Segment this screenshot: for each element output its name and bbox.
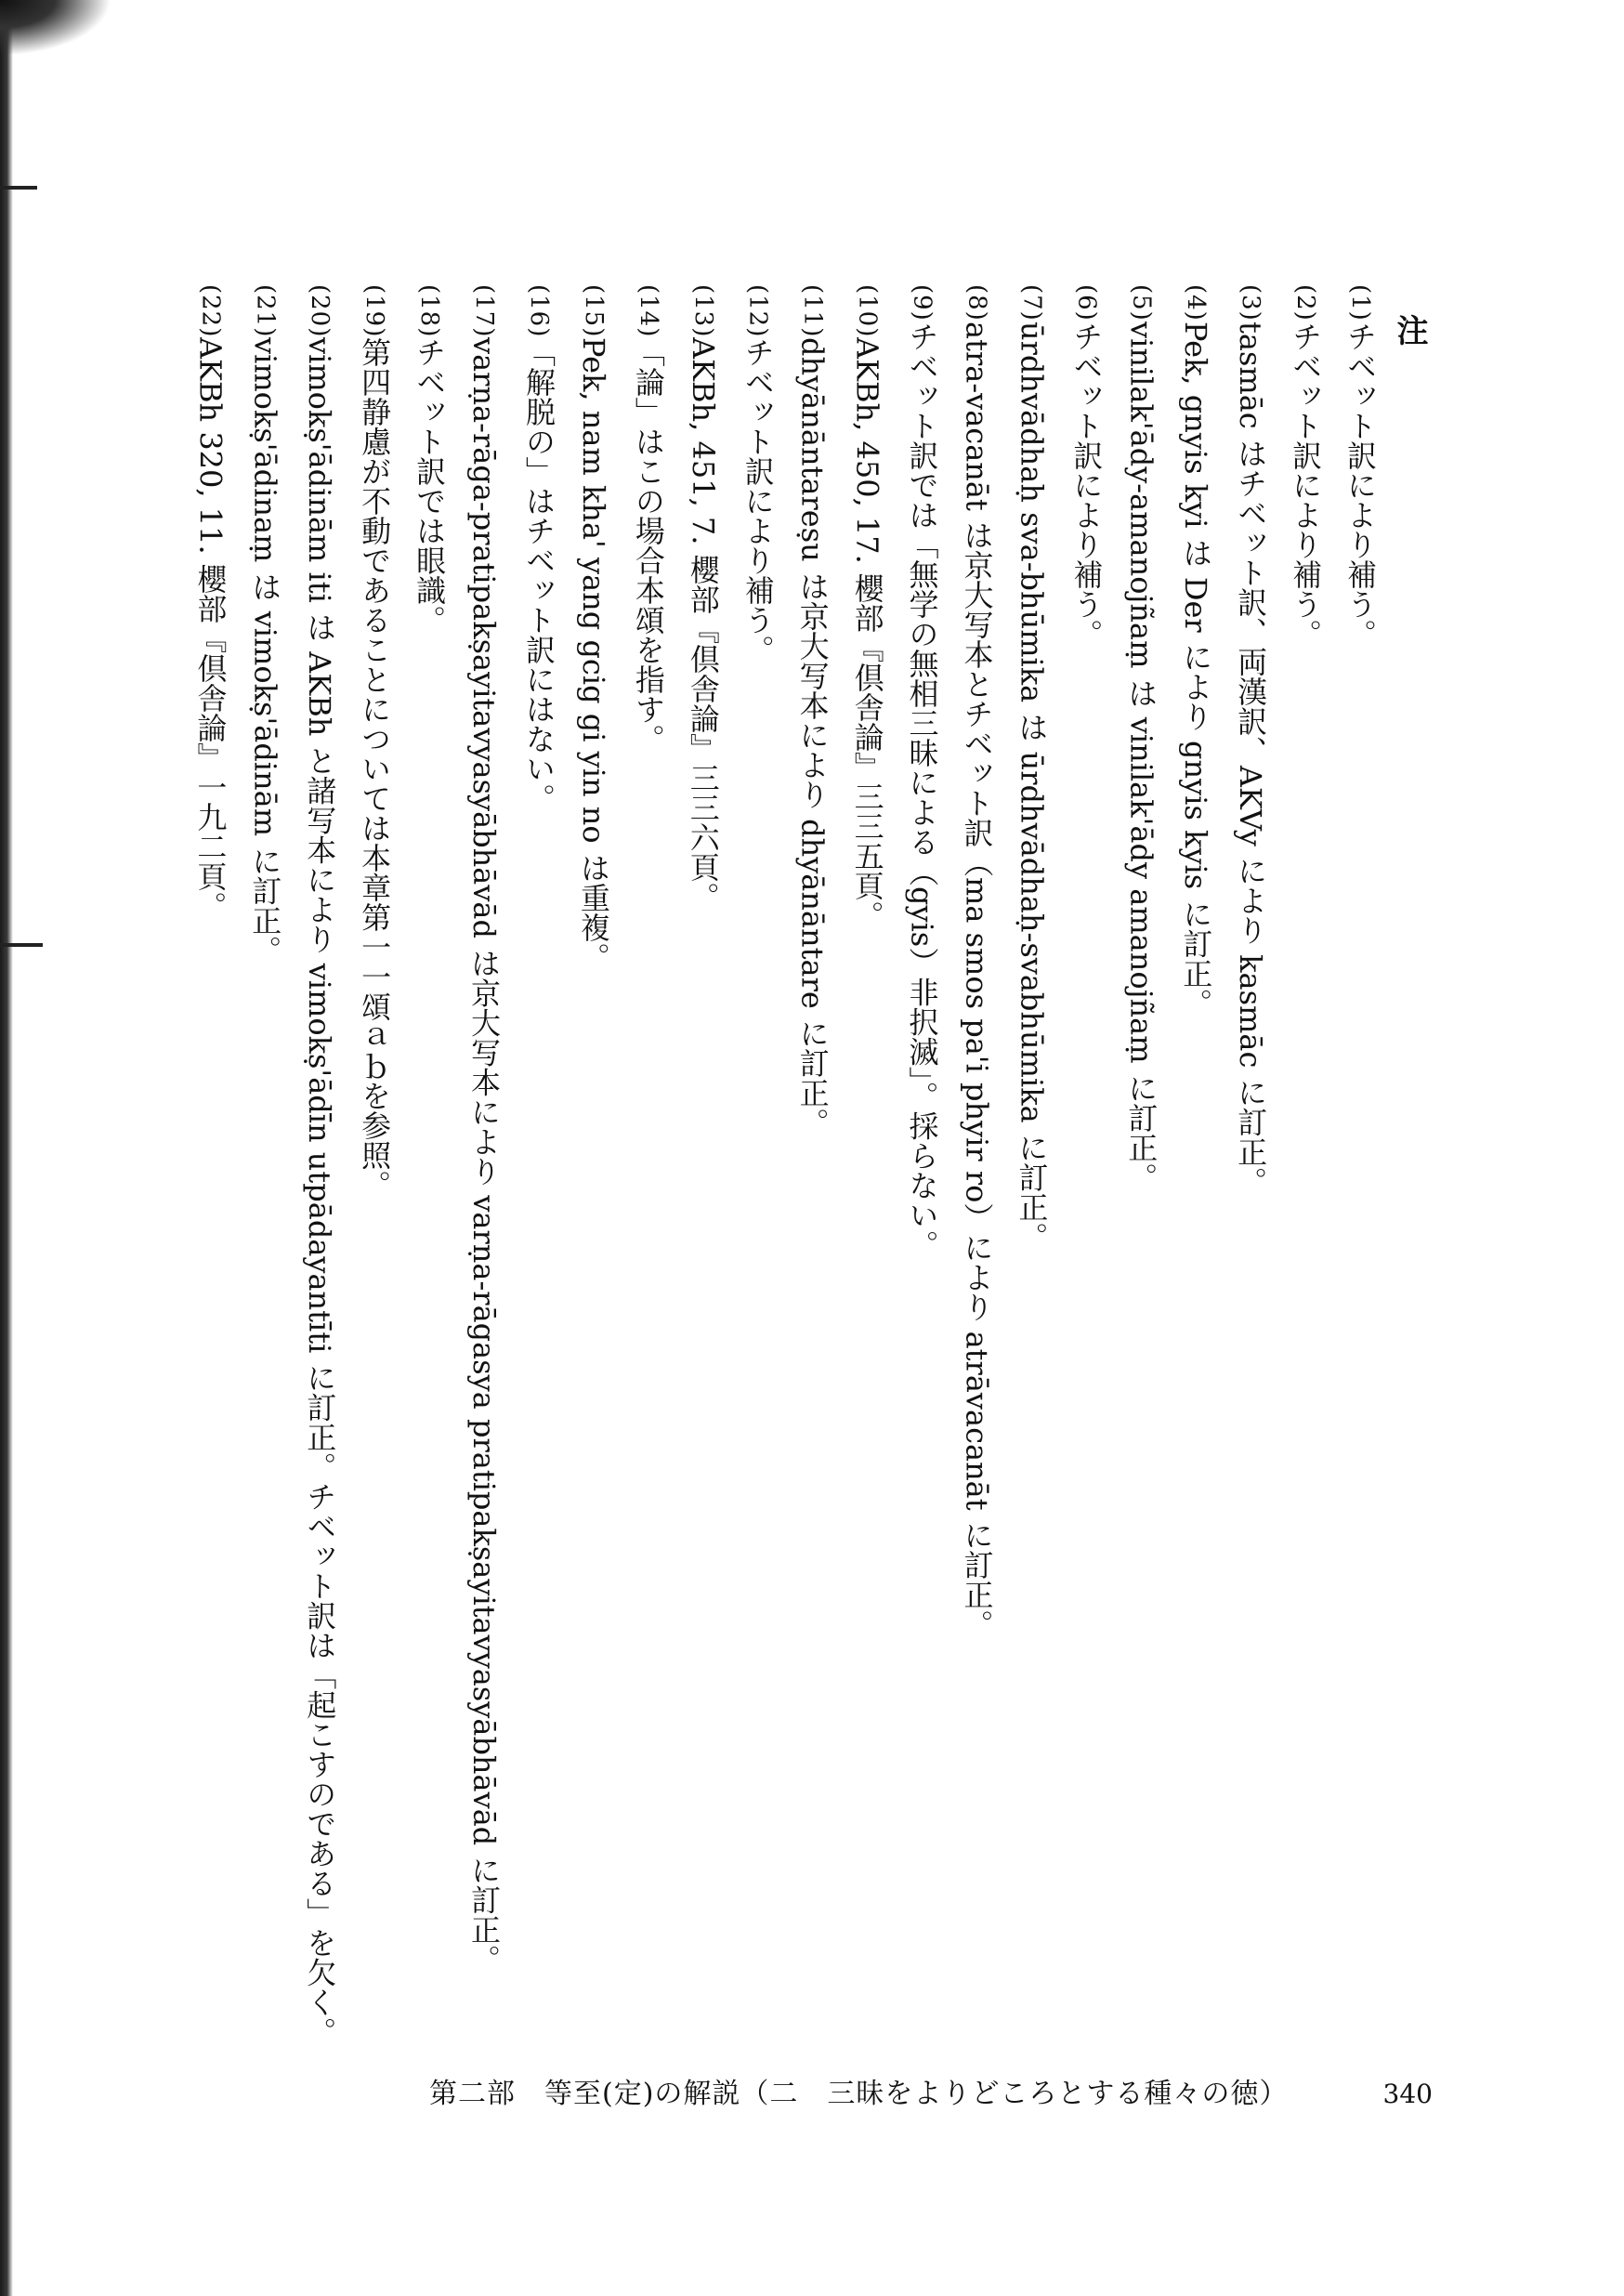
note-item: [1277, 284, 1326, 2022]
note-text: 第四静慮が不動であることについては本章第一一頌ａｂを参照。: [357, 337, 393, 1200]
note-text: チベット訳により補う。: [1288, 321, 1324, 649]
note-text: tasmāc はチベット訳、両漢訳、AKVy により kasmāc に訂正。: [1233, 321, 1269, 1197]
note-number: (19): [360, 284, 389, 338]
note-text: AKBh, 451, 7. 櫻部『倶舎論』三三六頁。: [685, 337, 721, 912]
running-footer: [429, 2070, 1433, 2111]
note-text: チベット訳により補う。: [1342, 321, 1378, 649]
notes-heading: 注: [1391, 314, 1428, 346]
note-number: (15): [579, 284, 608, 338]
note-number: (3): [1237, 284, 1265, 321]
note-item: [1058, 284, 1107, 2022]
note-item: [895, 284, 943, 2022]
note-number: (18): [415, 284, 444, 338]
page-number: 340: [1382, 2079, 1433, 2109]
note-item: [785, 284, 833, 2022]
note-text: Pek, gnyis kyi は Der により gnyis kyis に訂正。: [1178, 321, 1214, 1018]
note-item: [566, 284, 614, 2022]
note-number: (20): [306, 284, 334, 338]
note-item: [1332, 284, 1381, 2022]
scan-edge: [0, 0, 13, 2296]
note-text: ūrdhvādhaḥ sva-bhūmika は ūrdhvādhaḥ-svabhūmika に訂正。: [1014, 321, 1050, 1252]
note-text: チベット訳により補う。: [1068, 321, 1105, 649]
note-number: (22): [196, 284, 225, 338]
note-number: (11): [798, 284, 827, 338]
note-item: [237, 284, 285, 2022]
note-item: [182, 284, 230, 2022]
note-text: 「解脱の」はチベット訳にはない。: [520, 337, 557, 814]
note-text: vimokṣ'ādinaṃ は vimokṣ'ādinām に訂正。: [247, 337, 283, 965]
note-number: (7): [1017, 284, 1046, 321]
note-text: AKBh, 450, 17. 櫻部『倶舎論』三三五頁。: [849, 337, 885, 931]
note-number: (6): [1072, 284, 1101, 321]
note-item: [730, 284, 779, 2022]
scan-mark: [0, 186, 37, 190]
note-text: AKBh 320, 11. 櫻部『倶舎論』一九二頁。: [192, 337, 229, 922]
note-item: [1113, 284, 1161, 2022]
note-item: [401, 284, 450, 2022]
note-text: vimokṣ'ādinām iti は AKBh と諸写本により vimokṣ'ādīn utpādayantīti に訂正。チベット訳は「起こすのである」を欠く。: [302, 337, 338, 2047]
note-number: (1): [1346, 284, 1374, 321]
note-item: [1168, 284, 1216, 2022]
note-item: [1003, 284, 1052, 2022]
note-number: (12): [743, 284, 772, 338]
note-text: dhyānāntareṣu は京大写本により dhyānāntare に訂正。: [794, 337, 831, 1138]
note-number: (2): [1291, 284, 1320, 321]
note-text: Pek, nam kha' yang gcig gi yin no は重複。: [575, 337, 611, 973]
note-number: (17): [470, 284, 498, 338]
note-item: [1223, 284, 1271, 2022]
note-text: varṇa-rāga-pratipakṣayitavyasyābhāvād は京大写本により varṇa-rāgasya pratipakṣayitavyasyābhāvād に訂正。: [466, 337, 502, 1975]
notes-list: [182, 284, 1381, 2047]
note-number: (4): [1182, 284, 1211, 321]
note-item: [292, 284, 340, 2047]
note-item: [511, 284, 559, 2022]
note-text: vinilak'ādy-amanojñaṃ は vinilak'ādy amanojñaṃ に訂正。: [1123, 321, 1159, 1192]
note-item: [840, 284, 888, 2022]
note-text: atra-vacanāt は京大写本とチベット訳（ma smos pa'i phyir ro）により atrāvacanāt に訂正。: [959, 321, 995, 1639]
note-text: 「論」はこの場合本頌を指す。: [630, 337, 666, 754]
chapter-title: 第二部 等至(定)の解説（二 三昧をよりどころとする種々の徳）: [429, 2078, 1289, 2110]
note-item: [675, 284, 724, 2022]
note-number: (8): [963, 284, 991, 321]
note-item: [621, 284, 669, 2022]
note-item: [456, 284, 504, 2022]
note-text: チベット訳では「無学の無相三昧による（gyis）非択滅」。採らない。: [904, 321, 940, 1260]
note-number: (9): [908, 284, 936, 321]
note-item: [347, 284, 395, 2022]
note-text: チベット訳では眼識。: [412, 337, 448, 636]
note-number: (21): [251, 284, 280, 338]
note-item: [949, 284, 997, 2022]
note-number: (14): [634, 284, 662, 338]
note-number: (10): [853, 284, 882, 338]
note-number: (16): [524, 284, 553, 338]
scan-mark: [0, 943, 43, 947]
note-text: チベット訳により補う。: [740, 337, 776, 665]
note-number: (13): [688, 284, 717, 338]
scan-corner-shadow: [0, 0, 111, 56]
note-number: (5): [1127, 284, 1156, 321]
